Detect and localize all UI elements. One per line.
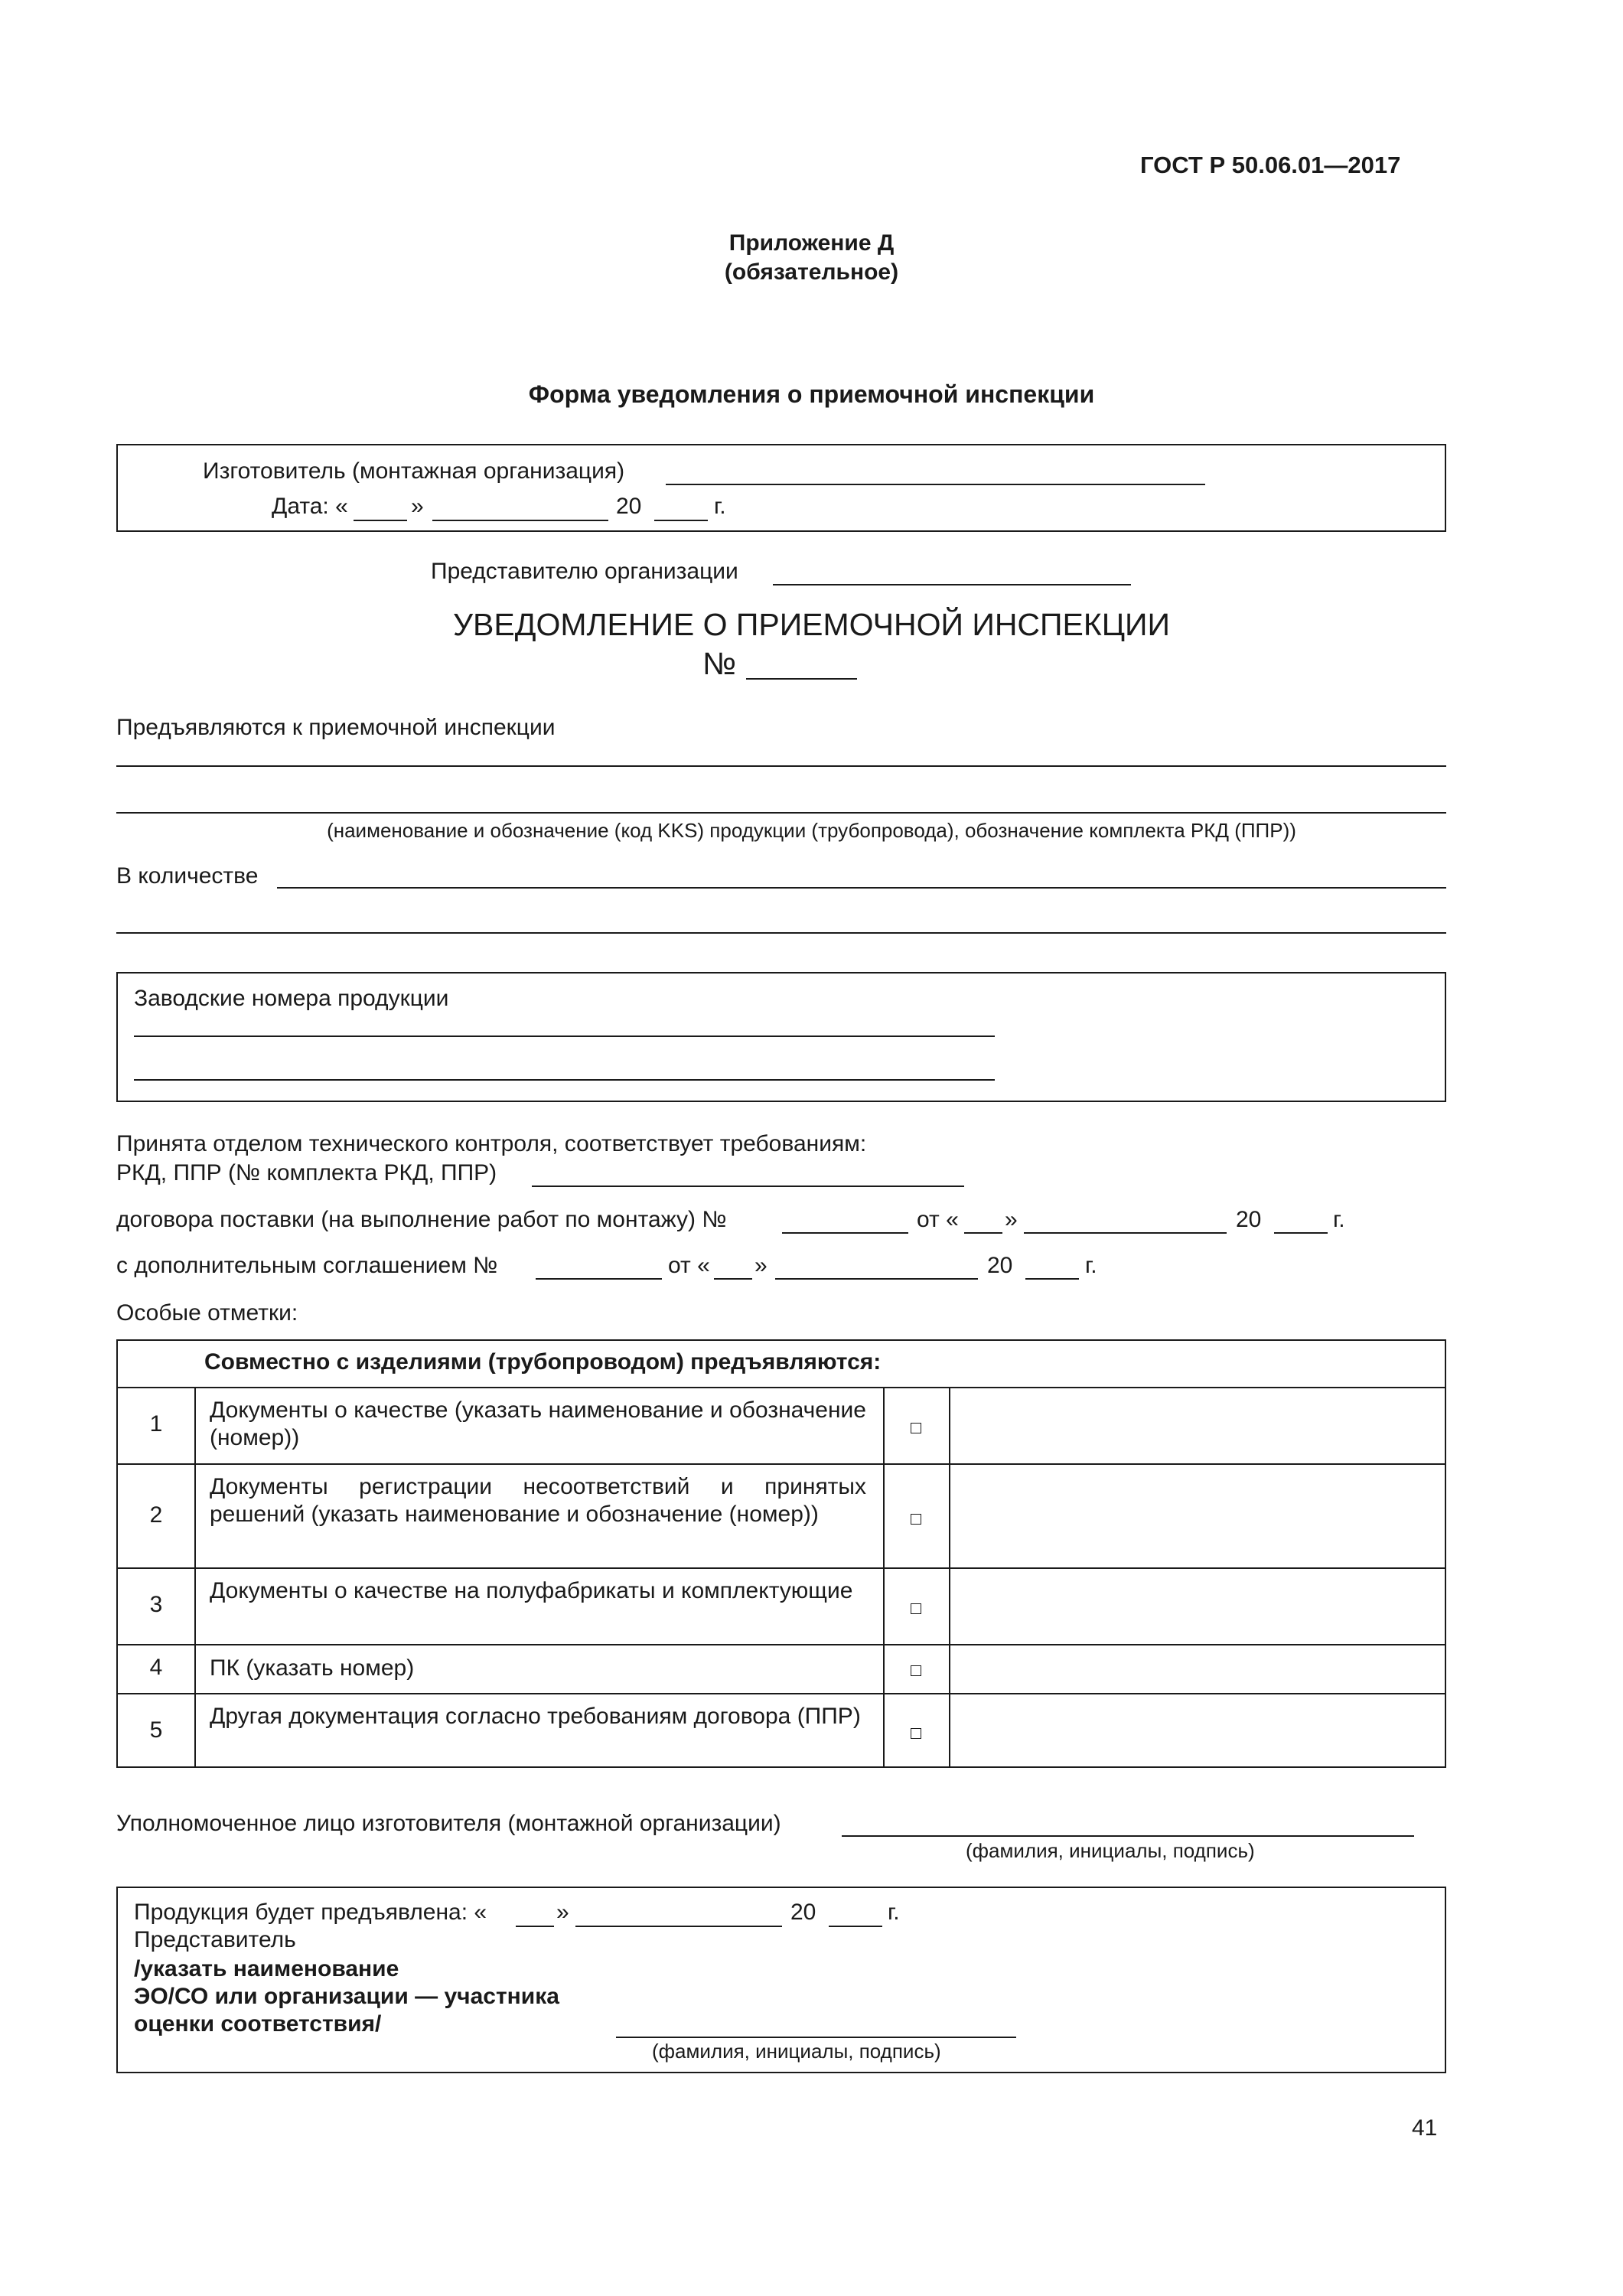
row-number: 4 <box>149 1655 163 1680</box>
supplement-year-suffix: г. <box>1085 1253 1097 1278</box>
accepted-line1: Принята отделом технического контроля, соответствует требованиям: <box>116 1131 867 1156</box>
presented-year-prefix: 20 <box>790 1900 816 1925</box>
quantity-field-1[interactable] <box>277 887 1446 889</box>
supplement-year-prefix: 20 <box>987 1253 1013 1278</box>
supplement-year-field[interactable] <box>1025 1278 1079 1280</box>
contract-year-prefix: 20 <box>1236 1207 1262 1232</box>
checkbox-1[interactable] <box>911 1423 921 1433</box>
col-divider <box>949 1387 950 1766</box>
presented-year-field[interactable] <box>829 1926 882 1927</box>
row-4-notes-cell[interactable] <box>960 1645 1442 1691</box>
col-divider <box>194 1387 196 1766</box>
presented-caption: (наименование и обозначение (код KKS) продукции (трубопровода), обозначение комплекта РКД (ППР)) <box>327 819 1296 842</box>
form-title: Форма уведомления о приемочной инспекции <box>528 380 1095 408</box>
special-notes-label: Особые отметки: <box>116 1300 298 1326</box>
checkbox-4[interactable] <box>911 1665 921 1676</box>
date-month-field[interactable] <box>432 520 608 521</box>
authorized-caption: (фамилия, инициалы, подпись) <box>966 1839 1255 1862</box>
presented-month-field[interactable] <box>575 1926 782 1927</box>
row-text: Другая документация согласно требованиям договора (ППР) <box>210 1704 861 1729</box>
manufacturer-label: Изготовитель (монтажная организация) <box>203 458 625 484</box>
rep-signature-caption: (фамилия, инициалы, подпись) <box>652 2040 941 2063</box>
row-number: 3 <box>149 1592 163 1617</box>
row-number: 1 <box>149 1411 163 1437</box>
presented-label: Предъявляются к приемочной инспекции <box>116 715 556 740</box>
contract-label: договора поставки (на выполнение работ по монтажу) № <box>116 1207 727 1232</box>
date-year-prefix: 20 <box>616 494 642 519</box>
supplement-day-field[interactable] <box>714 1278 752 1280</box>
accepted-line2: РКД, ППР (№ комплекта РКД, ППР) <box>116 1160 497 1186</box>
checkbox-2[interactable] <box>911 1514 921 1525</box>
presented-field-2[interactable] <box>116 812 1446 814</box>
supplement-from-label: от « <box>668 1253 710 1278</box>
appendix-title: Приложение Д <box>728 230 895 256</box>
date-quote-close: » <box>411 494 424 519</box>
date-label: Дата: « <box>272 494 348 519</box>
quantity-label: В количестве <box>116 863 259 889</box>
contract-from-label: от « <box>917 1207 959 1232</box>
presented-date-label: Продукция будет предъявлена: « <box>134 1900 487 1925</box>
rep-instruction-2: ЭО/СО или организации — участника <box>134 1984 559 2009</box>
serial-field-2[interactable] <box>134 1079 995 1081</box>
row-text: ПК (указать номер) <box>210 1655 415 1681</box>
rkd-field[interactable] <box>532 1186 964 1187</box>
serial-label: Заводские номера продукции <box>134 986 449 1011</box>
contract-year-field[interactable] <box>1274 1232 1328 1234</box>
rep-instruction-3: оценки соответствия/ <box>134 2011 382 2037</box>
standard-code: ГОСТ Р 50.06.01—2017 <box>1140 152 1401 178</box>
date-day-field[interactable] <box>354 520 407 521</box>
authorized-signature-field[interactable] <box>842 1835 1414 1837</box>
quantity-field-2[interactable] <box>116 932 1446 934</box>
presented-year-suffix: г. <box>888 1900 900 1925</box>
col-divider <box>883 1387 885 1766</box>
table-header: Совместно с изделиями (трубопроводом) предъявляются: <box>204 1349 882 1375</box>
contract-month-field[interactable] <box>1024 1232 1227 1234</box>
date-year-suffix: г. <box>714 494 726 519</box>
presented-day-field[interactable] <box>516 1926 554 1927</box>
row-number: 5 <box>149 1717 163 1743</box>
rep-instruction-1: /указать наименование <box>134 1956 399 1981</box>
date-year-field[interactable] <box>654 520 708 521</box>
row-1-notes-cell[interactable] <box>960 1388 1442 1462</box>
recipient-field[interactable] <box>773 584 1131 585</box>
rep-label: Представитель <box>134 1927 296 1952</box>
contract-number-field[interactable] <box>782 1232 908 1234</box>
rep-signature-field[interactable] <box>616 2037 1016 2038</box>
contract-day-field[interactable] <box>964 1232 1002 1234</box>
documents-table <box>116 1339 1446 1768</box>
row-5-notes-cell[interactable] <box>960 1694 1442 1766</box>
page-number: 41 <box>1412 2115 1438 2141</box>
supplement-month-field[interactable] <box>775 1278 978 1280</box>
serial-field-1[interactable] <box>134 1035 995 1037</box>
row-text: Документы о качестве (указать наименование и обозначение (номер)) <box>210 1397 866 1450</box>
notice-number-field[interactable] <box>746 678 857 680</box>
row-number: 2 <box>149 1502 163 1528</box>
supplement-quote-close: » <box>754 1253 768 1278</box>
authorized-label: Уполномоченное лицо изготовителя (монтажной организации) <box>116 1811 781 1836</box>
checkbox-3[interactable] <box>911 1603 921 1614</box>
supplement-number-field[interactable] <box>536 1278 662 1280</box>
presented-quote-close: » <box>556 1900 569 1925</box>
row-2-notes-cell[interactable] <box>960 1465 1442 1566</box>
row-3-notes-cell[interactable] <box>960 1569 1442 1642</box>
appendix-status: (обязательное) <box>724 259 899 285</box>
row-text: Документы о качестве на полуфабрикаты и комплектующие <box>210 1578 853 1603</box>
presented-field-1[interactable] <box>116 765 1446 767</box>
row-text: Документы регистрации несоответствий и принятых решений (указать наименование и обозначение (номер)) <box>210 1474 866 1527</box>
recipient-label: Представителю организации <box>431 559 738 584</box>
contract-year-suffix: г. <box>1333 1207 1345 1232</box>
notice-number-label: № <box>702 646 736 681</box>
supplement-label: с дополнительным соглашением № <box>116 1253 498 1278</box>
contract-quote-close: » <box>1005 1207 1018 1232</box>
notice-title: УВЕДОМЛЕНИЕ О ПРИЕМОЧНОЙ ИНСПЕКЦИИ <box>452 607 1170 642</box>
checkbox-5[interactable] <box>911 1728 921 1739</box>
manufacturer-field[interactable] <box>666 484 1205 485</box>
